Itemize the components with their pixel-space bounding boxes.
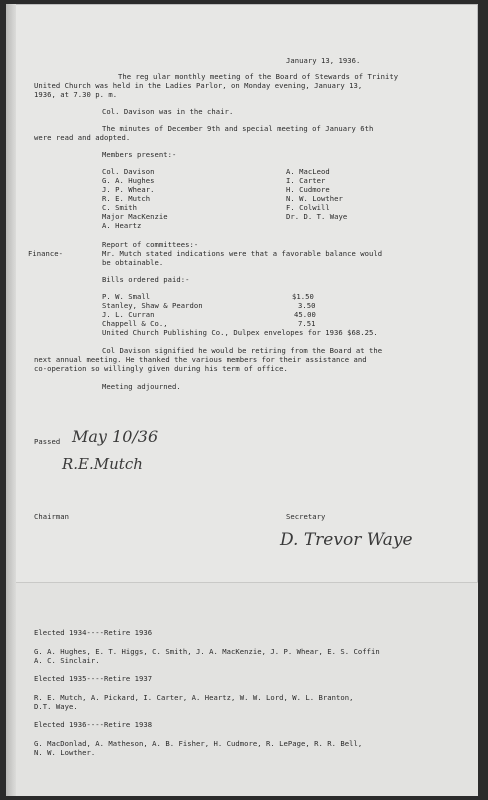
- member-right: I. Carter: [286, 176, 326, 185]
- bill-name: J. L. Curran: [102, 310, 155, 319]
- member-right: H. Cudmore: [286, 185, 330, 194]
- bill-amount: $1.50: [292, 292, 314, 301]
- chair-statement: Col. Davison was in the chair.: [102, 107, 234, 116]
- bill-name: Chappell & Co.,: [102, 319, 168, 328]
- bill-name: P. W. Small: [102, 292, 151, 301]
- bill-name: Stanley, Shaw & Peardon: [102, 301, 203, 310]
- finance-label: Finance-: [28, 249, 64, 258]
- secretary-signature: D. Trevor Waye: [280, 530, 413, 550]
- election-names: G. MacDonlad, A. Matheson, A. B. Fisher, H. Cudmore, R. LePage, R. R. Bell,: [34, 739, 363, 748]
- finance-line-1: Mr. Mutch stated indications were that a favorable balance would: [102, 249, 383, 258]
- election-names: G. A. Hughes, E. T. Higgs, C. Smith, J. A. MacKenzie, J. P. Whear, E. S. Coffin: [34, 647, 380, 656]
- member-left: Major MacKenzie: [102, 212, 168, 221]
- mutch-signature: R.E.Mutch: [62, 455, 143, 473]
- member-left: G. A. Hughes: [102, 176, 155, 185]
- finance-line-2: be obtainable.: [102, 258, 164, 267]
- member-right: F. Colwill: [286, 203, 330, 212]
- sheet-divider: [16, 582, 478, 583]
- passed-date-handwritten: May 10/36: [72, 427, 159, 446]
- intro-line-1: The reg ular monthly meeting of the Board of Stewards of Trinity: [118, 72, 399, 81]
- report-heading: Report of committees:-: [102, 240, 199, 249]
- member-left: R. E. Mutch: [102, 194, 151, 203]
- minutes-line-1: The minutes of December 9th and special meeting of January 6th: [102, 124, 374, 133]
- bills-heading: Bills ordered paid:-: [102, 275, 190, 284]
- member-left: C. Smith: [102, 203, 138, 212]
- retiring-line-3: co-operation so willingly given during his term of office.: [34, 364, 288, 373]
- election-heading: Elected 1934----Retire 1936: [34, 628, 153, 637]
- passed-label: Passed: [34, 437, 61, 446]
- adjourned: Meeting adjourned.: [102, 382, 181, 391]
- bill-extra: United Church Publishing Co., Dulpex envelopes for 1936 $68.25.: [102, 328, 378, 337]
- retiring-line-1: Col Davison signified he would be retiring from the Board at the: [102, 346, 383, 355]
- meeting-date: January 13, 1936.: [286, 56, 361, 65]
- bill-amount: 45.00: [294, 310, 316, 319]
- member-right: Dr. D. T. Waye: [286, 212, 348, 221]
- pasted-lower-sheet: [16, 583, 478, 796]
- intro-line-3: 1936, at 7.30 p. m.: [34, 90, 118, 99]
- intro-line-2: United Church was held in the Ladies Parlor, on Monday evening, January 13,: [34, 81, 363, 90]
- election-names: N. W. Lowther.: [34, 748, 96, 757]
- bill-amount: 3.50: [298, 301, 316, 310]
- retiring-line-2: next annual meeting. He thanked the various members for their assistance and: [34, 355, 367, 364]
- member-left: J. P. Whear.: [102, 185, 155, 194]
- bill-amount: 7.51: [298, 319, 316, 328]
- election-names: D.T. Waye.: [34, 702, 78, 711]
- election-heading: Elected 1936----Retire 1938: [34, 720, 153, 729]
- minutes-line-2: were read and adopted.: [34, 133, 131, 142]
- member-left: Col. Davison: [102, 167, 155, 176]
- election-heading: Elected 1935----Retire 1937: [34, 674, 153, 683]
- members-heading: Members present:-: [102, 150, 177, 159]
- election-names: A. C. Sinclair.: [34, 656, 100, 665]
- chairman-label: Chairman: [34, 512, 70, 521]
- secretary-label: Secretary: [286, 512, 326, 521]
- member-left: A. Heartz: [102, 221, 142, 230]
- minutes-page: [6, 4, 478, 796]
- member-right: N. W. Lowther: [286, 194, 343, 203]
- page-binding-edge: [6, 4, 16, 796]
- member-right: A. MacLeod: [286, 167, 330, 176]
- election-names: R. E. Mutch, A. Pickard, I. Carter, A. Heartz, W. W. Lord, W. L. Branton,: [34, 693, 354, 702]
